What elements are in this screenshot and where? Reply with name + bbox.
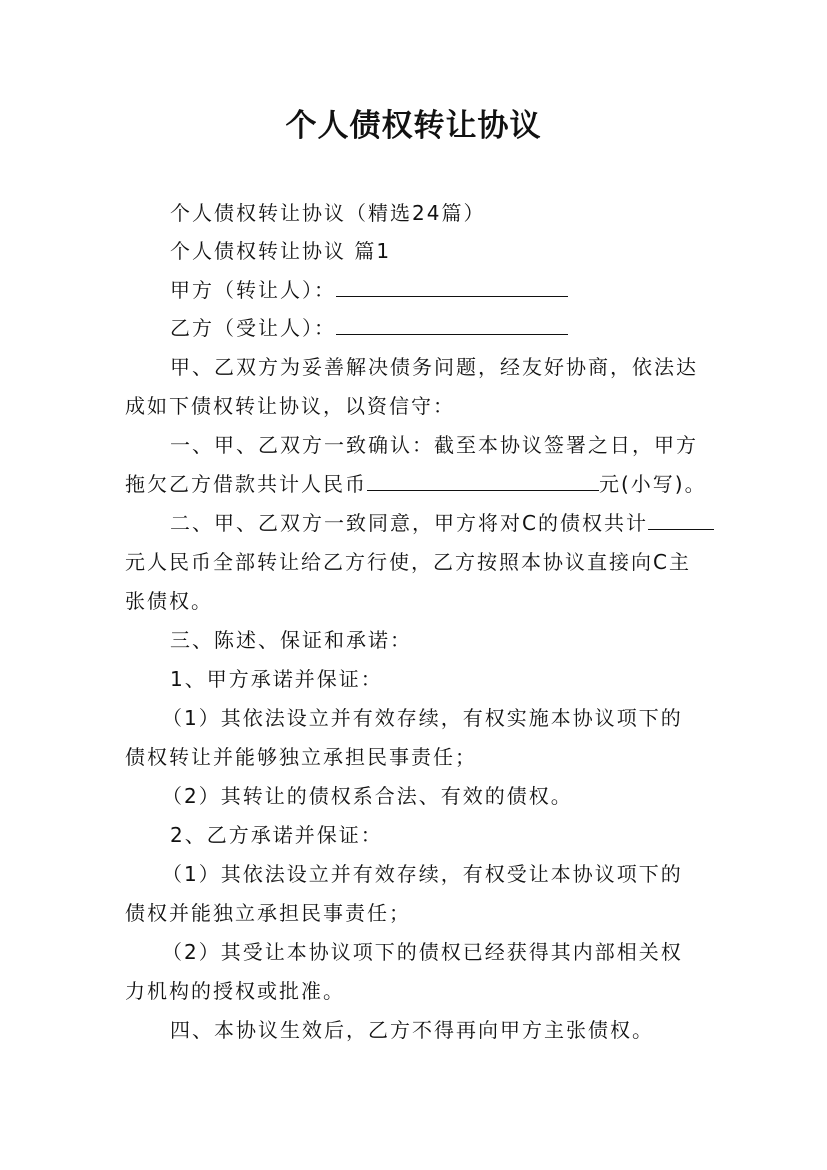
party-b-line: 乙方（受让人）： <box>170 315 568 341</box>
claim-amount-blank <box>648 511 714 530</box>
list-item-continuation: 债权转让并能够独立承担民事责任； <box>125 745 477 769</box>
paragraph-line: 张债权。 <box>125 589 213 613</box>
list-item: （1）其依法设立并有效存续，有权受让本协议项下的 <box>162 862 683 886</box>
paragraph-line: 成如下债权转让协议，以资信守： <box>125 394 455 418</box>
party-a-blank <box>336 278 568 297</box>
document-title: 个人债权转让协议 <box>285 108 542 144</box>
list-item: （2）其受让本协议项下的债权已经获得其内部相关权 <box>162 940 683 964</box>
list-item-continuation: 债权并能独立承担民事责任； <box>125 901 411 925</box>
party-a-line: 甲方（转让人）： <box>170 277 568 303</box>
subclause-heading: 1、甲方承诺并保证： <box>170 667 383 691</box>
clause-3-heading: 三、陈述、保证和承诺： <box>170 628 412 652</box>
party-b-blank <box>336 316 568 335</box>
list-item-continuation: 力机构的授权或批准。 <box>125 979 345 1003</box>
paragraph-line: 甲、乙双方为妥善解决债务问题，经友好协商，依法达 <box>170 355 698 379</box>
amount-line: 拖欠乙方借款共计人民币 元(小写)。 <box>125 472 707 496</box>
clause-4-line: 四、本协议生效后，乙方不得再向甲方主张债权。 <box>170 1018 654 1042</box>
clause-1-line: 一、甲、乙双方一致确认：截至本协议签署之日，甲方 <box>170 433 698 457</box>
list-item: （2）其转让的债权系合法、有效的债权。 <box>162 784 573 808</box>
subtitle-line: 个人债权转让协议（精选24篇） <box>170 201 486 225</box>
list-item: （1）其依法设立并有效存续，有权实施本协议项下的 <box>162 706 683 730</box>
paragraph-line: 元人民币全部转让给乙方行使，乙方按照本协议直接向C主 <box>125 550 691 574</box>
clause-2-line: 二、甲、乙双方一致同意，甲方将对C的债权共计 <box>170 510 714 536</box>
subclause-heading: 2、乙方承诺并保证： <box>170 823 383 847</box>
amount-blank <box>367 472 599 491</box>
section-heading: 个人债权转让协议 篇1 <box>170 239 392 263</box>
